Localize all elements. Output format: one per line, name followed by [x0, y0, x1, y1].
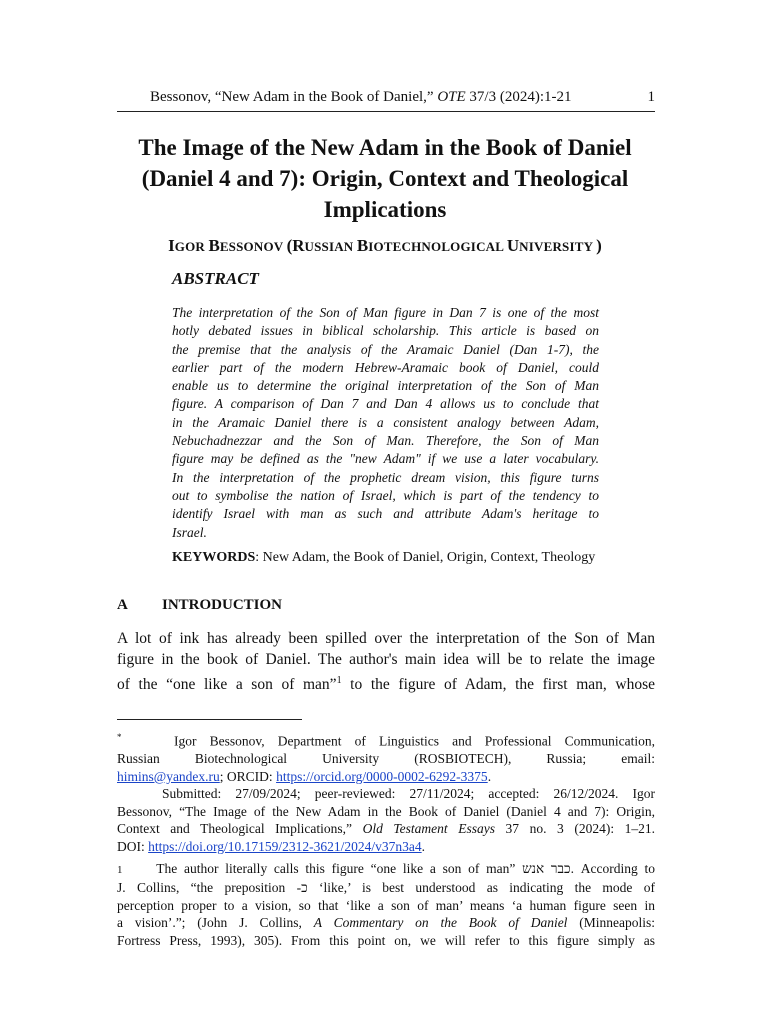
footnote-1-book-title: A Commentary on the Book of Daniel: [313, 915, 568, 931]
orcid-period: .: [487, 768, 492, 784]
body-line-3b: to the figure of Adam, the first man, whose: [341, 676, 655, 694]
keywords: [172, 548, 599, 567]
footnote-star-mark: *: [117, 732, 122, 742]
footnote-1-text-d: (Minneapolis:: [567, 915, 656, 931]
footnote-1-text-b: . According to: [570, 860, 655, 876]
abstract-line: Israel.: [172, 524, 207, 540]
footnote-star-line: [117, 768, 655, 786]
footnote-1-text-a: The author literally calls this figure “one like a son of man”: [156, 860, 523, 876]
abstract-line: the premise that the analysis of the Aramaic Daniel (Dan 1-7), the: [172, 341, 599, 357]
footnote-star-line: Bessonov, “The Image of the New Adam in the Book of Daniel (Daniel 4 and 7): Origin,: [117, 803, 655, 819]
affiliation-word2-initial: B: [356, 236, 369, 255]
footnote-1-text-c: a vision’.”; (John J. Collins,: [117, 915, 314, 931]
citation-volume: 37/3 (2024):1-21: [465, 89, 572, 105]
footnote-star-line: Submitted: 27/09/2024; peer-reviewed: 27/11/2024; accepted: 26/12/2024. Igor: [162, 786, 655, 802]
doi-period: .: [421, 839, 426, 855]
orcid-label: ; ORCID:: [219, 768, 277, 784]
author-first-initial: I: [168, 236, 175, 255]
affiliation-word1-rest: USSIAN: [304, 239, 357, 254]
running-head-citation: [150, 89, 571, 106]
cite-journal: Old Testament Essays: [362, 821, 495, 837]
email-link[interactable]: himins@yandex.ru: [117, 768, 220, 784]
abstract-line: hotly debated issues in biblical scholarship. This article is based on: [172, 323, 599, 339]
abstract-line: The interpretation of the Son of Man figure in Dan 7 is one of the most: [172, 305, 599, 320]
body-line: [117, 670, 655, 695]
section-name: INTRODUCTION: [162, 597, 283, 613]
footnote-star-line: [117, 820, 655, 838]
footnote-1-number: 1: [117, 863, 123, 876]
author-first-rest: GOR: [174, 239, 209, 254]
title-line-1: The Image of the New Adam in the Book of Daniel: [138, 135, 632, 160]
affiliation-open: (: [286, 236, 293, 255]
author-last-initial: B: [208, 236, 220, 255]
footnotes: [117, 729, 655, 950]
doi-link[interactable]: https://doi.org/10.17159/2312-3621/2024/v37n3a4: [148, 839, 422, 855]
footnote-1-line: perception proper to a vision, so that ‘like a son of man’ means ‘a human figure seen in: [117, 897, 655, 913]
running-head: [117, 89, 655, 112]
affiliation-word2-rest: IOTECHNOLOGICAL: [368, 239, 507, 254]
body-line: figure in the book of Daniel. The author's main idea will be to relate the image: [117, 651, 655, 668]
abstract-line: In the interpretation of the prophetic dream vision, this figure turns: [172, 469, 599, 485]
abstract-line: figure may be defined as the "new Adam" if we use a later vocabulary.: [172, 451, 599, 467]
footnote-rule: [117, 719, 302, 720]
orcid-link[interactable]: https://orcid.org/0000-0002-6292-3375: [276, 768, 488, 784]
footnote-star-line: [117, 838, 655, 856]
abstract-line: identify Israel with man as such and attribute Adam's heritage to: [172, 506, 599, 522]
title-line-3: Implications: [323, 197, 447, 222]
footnote-ref-1[interactable]: 1: [336, 675, 342, 686]
title-line-2: (Daniel 4 and 7): Origin, Context and Theological: [141, 166, 629, 191]
abstract-heading: ABSTRACT: [172, 269, 259, 288]
cite-volume: 37 no. 3 (2024): 1–21.: [494, 821, 656, 837]
author-last-rest: ESSONOV: [219, 239, 287, 254]
footnote-star-text-1: Igor Bessonov, Department of Linguistics and Professional Communication,: [174, 733, 656, 749]
citation-author: Bessonov, “New Adam in the Book of Daniel,”: [150, 89, 438, 105]
abstract-line: in the Aramaic Daniel there is a consistent analogy between Adam,: [172, 414, 599, 430]
affiliation-word3-rest: NIVERSITY: [519, 239, 597, 254]
footnote-star-line: Russian Biotechnological University (ROSBIOTECH), Russia; email:: [117, 751, 655, 767]
article-title: [100, 132, 670, 225]
abstract-line: Nebuchadnezzar and the Son of Man. Therefore, the Son of Man: [172, 433, 599, 449]
abstract-line: earlier part of the modern Hebrew-Aramaic book of Daniel, could: [172, 359, 599, 375]
footnote-star-line: [117, 729, 655, 750]
footnote-1-line: J. Collins, “the preposition -כ ‘like,’ is best understood as indicating the mode of: [117, 880, 655, 896]
keywords-label: KEYWORDS: [172, 550, 256, 565]
affiliation-close: ): [596, 236, 602, 255]
abstract-line: enable us to determine the original interpretation of the Son of Man: [172, 378, 599, 394]
body-line: A lot of ink has already been spilled over the interpretation of the Son of Man: [117, 630, 655, 647]
keywords-text: : New Adam, the Book of Daniel, Origin, Context, Theology: [255, 550, 596, 565]
doi-label: DOI:: [117, 839, 149, 855]
abstract-line: figure. A comparison of Dan 7 and Dan 4 allows us to conclude that: [172, 396, 599, 412]
affiliation-word1-initial: R: [292, 236, 305, 255]
footnote-1-line: [117, 914, 655, 932]
section-letter: A: [117, 597, 128, 613]
author-line: [100, 236, 670, 256]
cite-text: Context and Theological Implications,”: [117, 821, 363, 837]
page-number: 1: [647, 89, 655, 105]
affiliation-word3-initial: U: [506, 236, 520, 255]
body-paragraph: [117, 628, 655, 695]
abstract-body: [172, 304, 599, 542]
body-line-3a: of the “one like a son of man”: [117, 676, 337, 694]
citation-journal: OTE: [437, 89, 466, 105]
footnote-1-line: [117, 860, 655, 880]
abstract-line: out to symbolise the nation of Israel, which is part of the tendency to: [172, 487, 599, 503]
footnote-1-line: Fortress Press, 1993), 305). From this point on, we will refer to this figure simply as: [117, 933, 655, 949]
hebrew-phrase: כבר אנש: [522, 860, 571, 876]
